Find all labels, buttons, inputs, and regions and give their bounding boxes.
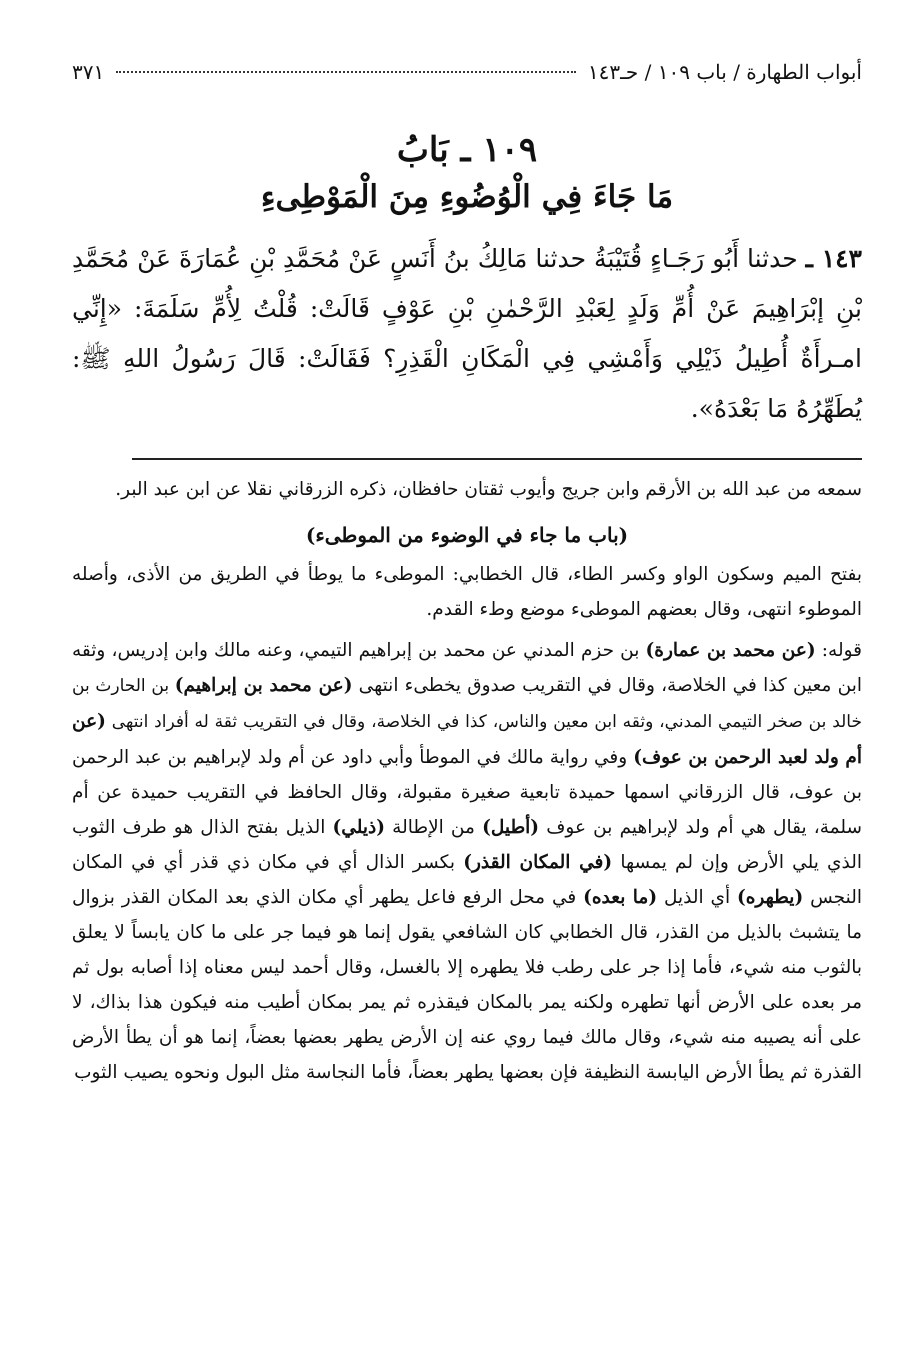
commentary-text: من الإطالة	[384, 817, 483, 838]
footnote-separator	[132, 458, 862, 460]
quoted-phrase: (عن أم ولد لعبد الرحمن بن عوف)	[72, 711, 862, 768]
commentary-paragraph-3	[72, 633, 862, 1090]
commentary-text: وفي رواية مالك في الموطأ وأبي داود عن أم ولد لإبراهيم بن عبد الرحمن بن عوف، قال الزرقاني اسمها حميدة تابعية صغيرة مقبولة، وقال الحافظ في التقريب حميدة عن أم سلمة، يقال هي أم ولد لإبراهيم بن عوف	[72, 747, 862, 838]
commentary-text: بكسر الذال أي في مكان ذي قذر أي في المكان النجس	[72, 852, 862, 908]
page-number: ٣٧١	[72, 60, 105, 84]
commentary-paragraph-2: بفتح الميم وسكون الواو وكسر الطاء، قال الخطابي: الموطىء ما يوطأ في الطريق من الأذى، وأصله الموطوء انتهى، وقال بعضهم الموطىء موضع وطء القدم.	[72, 564, 862, 620]
commentary-text: في محل الرفع فاعل يطهر أي مكان الذي بعد المكان القذر بزوال ما يتشبث بالذيل من القذر، قال الخطابي كان الشافعي يقول إنما هو فيما جر على ما كان يابساً لا يعلق بالثوب منه شيء، فأما إذا جر على رطب فلا يطهره إلا بالغسل، وقال أحمد ليس معناه إذا أصابه بول ثم مر بعده على الأرض أنها تطهره ولكنه يمر بالمكان فيقذره ثم يمر بمكان أطيب منه فيكون هذا بذاك، لا على أنه يصيبه منه شيء، وقال مالك فيما روي عنه إن الأرض يطهر بعضها بعضاً، إنما هو أن يطأ الأرض القذرة ثم يطأ الأرض اليابسة النظيفة فإن بعضها يطهر بعضاً، فأما النجاسة مثل البول ونحوه يصيب الثوب	[72, 887, 862, 1083]
quoted-phrase: (عن محمد بن عمارة)	[645, 640, 816, 661]
hadith-text-block	[72, 234, 862, 434]
hadith-text: حدثنا أَبُو رَجَـاءٍ قُتَيْبَةُ حدثنا مَالِكُ بنُ أَنَسٍ عَنْ مُحَمَّدِ بْنِ عُمَارَةَ عَنْ مُحَمَّدِ بْنِ إبْرَاهِيمَ عَنْ أُمِّ وَلَدٍ لِعَبْدِ الرَّحْمٰنِ بْنِ عَوْفٍ قَالَتْ: قُلْتُ لِأُمِّ سَلَمَةَ: «إِنِّي امـرأَةٌ أُطِيلُ ذَيْلِي وَأَمْشِي فِي الْمَكَانِ الْقَذِرِ؟ فَقَالَتْ: قَالَ رَسُولُ اللهِ ﷺ: يُطَهِّرُهُ مَا بَعْدَهُ».	[72, 244, 862, 423]
header-dot-leader	[116, 71, 576, 73]
commentary-text: الذيل بفتح الذال هو طرف الثوب الذي يلي الأرض وإن لم يمسها	[72, 817, 863, 873]
hadith-number: ١٤٣ ـ	[805, 244, 862, 273]
quoted-phrase: (ذيلي)	[332, 817, 385, 838]
quoted-phrase: (في المكان القذر)	[463, 852, 613, 873]
quoted-phrase: (ما بعده)	[583, 887, 658, 908]
commentary-paragraph-1: سمعه من عبد الله بن الأرقم وابن جريج وأيوب ثقتان حافظان، ذكره الزرقاني نقلا عن ابن عبد البر.	[115, 479, 862, 500]
commentary-sub-heading: (باب ما جاء في الوضوء من الموطىء)	[305, 523, 629, 547]
chapter-number: ١٠٩ ـ بَابُ	[396, 130, 538, 170]
header-title: أبواب الطهارة / باب ١٠٩ / حـ١٤٣	[587, 60, 862, 84]
chapter-title: مَا جَاءَ فِي الْوُضُوءِ مِنَ الْمَوْطِىءِ	[260, 179, 674, 215]
commentary-text: أي الذيل	[657, 887, 737, 908]
running-header	[72, 58, 862, 88]
quoted-phrase: (عن محمد بن إبراهيم)	[174, 675, 353, 696]
commentary-text: قوله:	[815, 640, 862, 661]
quoted-phrase: (يطهره)	[736, 887, 804, 908]
commentary-block	[72, 472, 862, 1090]
commentary-text: بن الحارث بن خالد بن صخر التيمي المدني، وثقه ابن معين والناس، كذا في الخلاصة، وقال في التقريب ثقة له أفراد انتهى	[72, 676, 862, 732]
quoted-phrase: (أطيل)	[482, 817, 540, 838]
commentary-text: بن حزم المدني عن محمد بن إبراهيم التيمي، وعنه مالك وابن إدريس، وثقه ابن معين كذا في الخلاصة، وقال في التقريب صدوق يخطىء انتهى	[72, 640, 863, 696]
